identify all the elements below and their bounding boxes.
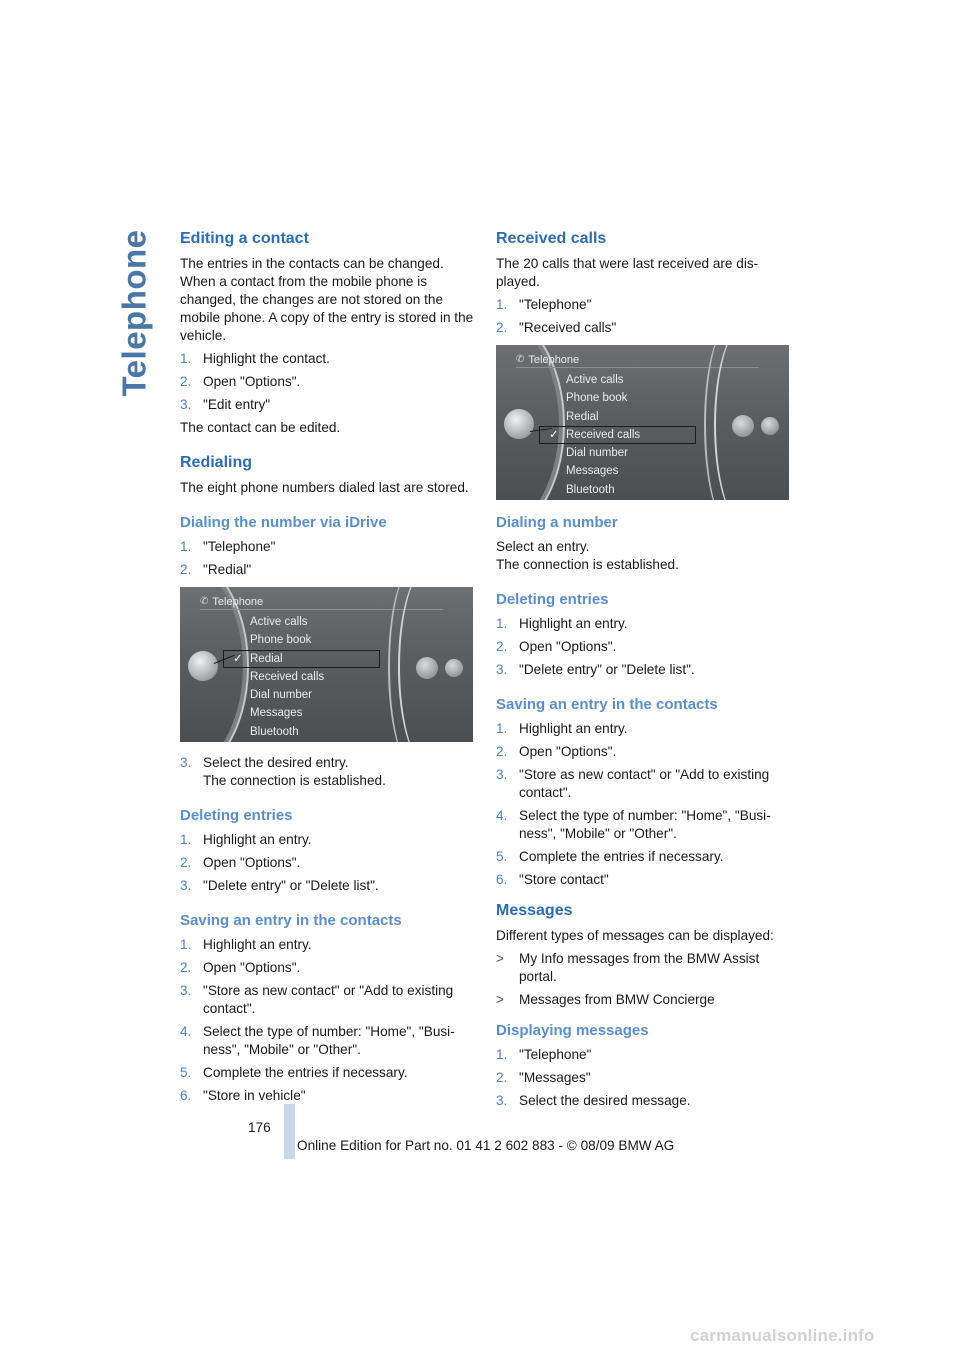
steps-saving-entry	[180, 936, 476, 1105]
selection-highlight	[539, 426, 696, 444]
list-item	[496, 296, 792, 314]
watermark: carmanualsonline.info	[690, 1326, 875, 1345]
heading-deleting-entries: Deleting entries	[496, 591, 609, 608]
menu-item-bluetooth: Bluetooth	[566, 483, 615, 496]
heading-displaying-messages: Displaying messages	[496, 1022, 649, 1039]
step-number: 2.	[496, 639, 508, 654]
list-item	[496, 766, 792, 802]
paragraph-redialing: The eight phone numbers dialed last are stored.	[180, 480, 469, 495]
bullet-marker: >	[496, 992, 504, 1007]
list-item	[180, 350, 476, 368]
heading-dialing-number: Dialing a number	[496, 514, 618, 531]
list-item	[496, 615, 792, 633]
step-text: Highlight an entry.	[203, 832, 312, 847]
heading-saving-entry: Saving an entry in the contacts	[180, 912, 402, 929]
list-item	[496, 950, 792, 986]
list-item	[180, 373, 476, 391]
menu-item-active-calls: Active calls	[566, 374, 624, 386]
step-number: 3.	[496, 767, 508, 782]
step-text: "Delete entry" or "Delete list".	[519, 662, 695, 677]
step-number: 6.	[180, 1088, 192, 1103]
list-item	[496, 319, 792, 337]
step-text: Select the type of number: "Home", "Busi-ness", "Mobile" or "Other".	[203, 1024, 455, 1057]
list-item	[496, 848, 792, 866]
paragraph-editing-intro: The entries in the contacts can be changed. When a contact from the mobile phone is changed, the changes are not stored on the mobile phone. A copy of the entry is stored in the vehicle.	[180, 256, 474, 343]
list-item	[180, 936, 476, 954]
menu-item-label: Received calls	[566, 428, 641, 441]
menu-item-active-calls: Active calls	[250, 616, 308, 628]
idrive-screen-redial	[180, 587, 473, 742]
list-item	[496, 661, 792, 679]
steps-displaying-messages	[496, 1046, 792, 1110]
steps-editing-contact	[180, 350, 476, 414]
list-item	[180, 959, 476, 977]
step-number: 5.	[180, 1065, 192, 1080]
step-number: 4.	[180, 1024, 192, 1039]
steps-deleting-entries	[496, 615, 792, 679]
page-number: 176	[248, 1120, 271, 1135]
step-text: "Redial"	[203, 562, 252, 577]
step-number: 2.	[496, 744, 508, 759]
heading-messages: Messages	[496, 902, 573, 919]
menu-item-redial: Redial	[566, 410, 599, 423]
menu-item-dial-number: Dial number	[566, 447, 628, 460]
paragraph-received-calls: The 20 calls that were last received are dis-played.	[496, 256, 759, 289]
telephone-icon: ✆	[516, 354, 525, 365]
list-item	[496, 743, 792, 761]
step-text: "Messages"	[519, 1070, 591, 1085]
step-text: "Store contact"	[519, 872, 609, 887]
telephone-icon: ✆	[200, 596, 209, 607]
list-item	[180, 754, 476, 790]
step-text: Highlight the contact.	[203, 351, 330, 366]
list-item	[496, 1092, 792, 1110]
step-text: "Telephone"	[519, 1047, 592, 1062]
heading-saving-entry: Saving an entry in the contacts	[496, 696, 718, 713]
menu-item-redial-selected	[233, 650, 324, 668]
list-item	[496, 871, 792, 889]
step-text: Open "Options".	[203, 374, 301, 389]
steps-saving-entry	[496, 720, 792, 889]
step-number: 3.	[180, 878, 192, 893]
screen-menu	[233, 613, 325, 741]
heading-dialing-idrive: Dialing the number via iDrive	[180, 514, 387, 531]
step-number: 3.	[180, 983, 192, 998]
step-text: Open "Options".	[519, 639, 617, 654]
screen-menu	[549, 371, 641, 499]
chapter-side-title	[112, 228, 158, 398]
heading-editing-contact: Editing a contact	[180, 230, 309, 247]
step-text-line: The connection is established.	[203, 773, 386, 788]
step-text: "Store as new contact" or "Add to existing contact".	[519, 767, 770, 800]
steps-dialing-idrive-after	[180, 754, 476, 790]
list-item	[180, 1087, 476, 1105]
check-icon: ✓	[549, 428, 559, 441]
step-number: 3.	[180, 755, 192, 770]
chapter-title-text: Telephone	[116, 229, 154, 397]
step-number: 3.	[496, 1093, 508, 1108]
step-text: "Store as new contact" or "Add to existing contact".	[203, 983, 454, 1016]
step-text: Complete the entries if necessary.	[203, 1065, 408, 1080]
step-number: 3.	[496, 662, 508, 677]
step-text: Select the type of number: "Home", "Busi-ness", "Mobile" or "Other".	[519, 808, 771, 841]
list-item	[496, 1046, 792, 1064]
edition-notice: Online Edition for Part no. 01 41 2 602 883 - © 08/09 BMW AG	[297, 1138, 675, 1153]
check-icon: ✓	[233, 652, 243, 665]
list-item	[180, 561, 476, 579]
screen-button-icon	[445, 659, 463, 677]
list-item	[180, 396, 476, 414]
steps-received-calls	[496, 296, 792, 337]
screen-button-icon	[761, 417, 779, 435]
footer-accent-bar	[284, 1104, 295, 1159]
list-item	[180, 877, 476, 895]
step-text: "Telephone"	[203, 539, 276, 554]
list-item	[180, 538, 476, 556]
step-number: 1.	[180, 937, 192, 952]
heading-received-calls: Received calls	[496, 230, 607, 247]
list-item	[496, 720, 792, 738]
controller-knob	[504, 409, 534, 439]
idrive-screen-received-calls	[496, 345, 789, 500]
list-item	[180, 982, 476, 1018]
step-text: "Telephone"	[519, 297, 592, 312]
step-text: Open "Options".	[203, 960, 301, 975]
step-text: Open "Options".	[203, 855, 301, 870]
menu-item-bluetooth: Bluetooth	[250, 725, 299, 738]
step-text: Select the desired message.	[519, 1093, 691, 1108]
step-number: 2.	[496, 320, 508, 335]
list-item	[496, 638, 792, 656]
steps-deleting-entries	[180, 831, 476, 895]
list-item	[496, 991, 792, 1009]
menu-item-phone-book: Phone book	[250, 634, 312, 647]
text-line: Select an entry.	[496, 539, 590, 554]
step-number: 1.	[180, 832, 192, 847]
step-number: 2.	[180, 562, 192, 577]
step-text: Highlight an entry.	[203, 937, 312, 952]
step-text: Highlight an entry.	[519, 721, 628, 736]
step-number: 1.	[496, 297, 508, 312]
bullets-messages	[496, 950, 792, 1009]
step-text: "Store in vehicle"	[203, 1088, 306, 1103]
selection-highlight	[223, 650, 380, 668]
text-line: The connection is established.	[496, 557, 679, 572]
step-number: 1.	[496, 1047, 508, 1062]
heading-deleting-entries: Deleting entries	[180, 807, 293, 824]
step-number: 2.	[496, 1070, 508, 1085]
step-text: Highlight an entry.	[519, 616, 628, 631]
step-number: 2.	[180, 374, 192, 389]
step-text: Complete the entries if necessary.	[519, 849, 724, 864]
menu-item-label: Redial	[250, 652, 283, 665]
step-number: 1.	[496, 721, 508, 736]
menu-item-messages: Messages	[566, 465, 619, 478]
list-item	[496, 1069, 792, 1087]
step-text: "Delete entry" or "Delete list".	[203, 878, 379, 893]
list-item	[180, 831, 476, 849]
list-item	[180, 1064, 476, 1082]
screen-title: Telephone	[212, 596, 264, 608]
step-text-line: Select the desired entry.	[203, 755, 349, 770]
menu-item-phone-book: Phone book	[566, 392, 628, 405]
bullet-text: My Info messages from the BMW Assist portal.	[519, 951, 760, 984]
list-item	[180, 854, 476, 872]
controller-knob	[188, 651, 218, 681]
screen-button-icon	[416, 657, 438, 679]
right-column	[496, 228, 792, 1115]
step-number: 1.	[496, 616, 508, 631]
heading-redialing: Redialing	[180, 454, 253, 471]
menu-item-received-calls-selected	[549, 426, 641, 444]
step-number: 2.	[180, 960, 192, 975]
step-number: 1.	[180, 539, 192, 554]
paragraph-messages: Different types of messages can be displayed:	[496, 928, 774, 943]
menu-item-dial-number: Dial number	[250, 689, 312, 702]
screen-button-icon	[732, 415, 754, 437]
list-item	[180, 1023, 476, 1059]
step-text: Open "Options".	[519, 744, 617, 759]
step-number: 2.	[180, 855, 192, 870]
screen-title: Telephone	[528, 354, 580, 366]
step-number: 3.	[180, 397, 192, 412]
list-item	[496, 807, 792, 843]
step-number: 4.	[496, 808, 508, 823]
step-number: 6.	[496, 872, 508, 887]
step-text	[203, 754, 476, 790]
paragraph-editing-outro: The contact can be edited.	[180, 420, 341, 435]
left-column	[180, 228, 476, 1110]
bullet-marker: >	[496, 951, 504, 966]
bullet-text: Messages from BMW Concierge	[519, 992, 715, 1007]
step-text: "Edit entry"	[203, 397, 271, 412]
menu-item-messages: Messages	[250, 707, 303, 720]
steps-dialing-idrive	[180, 538, 476, 579]
step-number: 5.	[496, 849, 508, 864]
paragraph-dialing-number	[496, 538, 792, 574]
step-number: 1.	[180, 351, 192, 366]
menu-item-received-calls: Received calls	[250, 670, 325, 683]
step-text: "Received calls"	[519, 320, 617, 335]
